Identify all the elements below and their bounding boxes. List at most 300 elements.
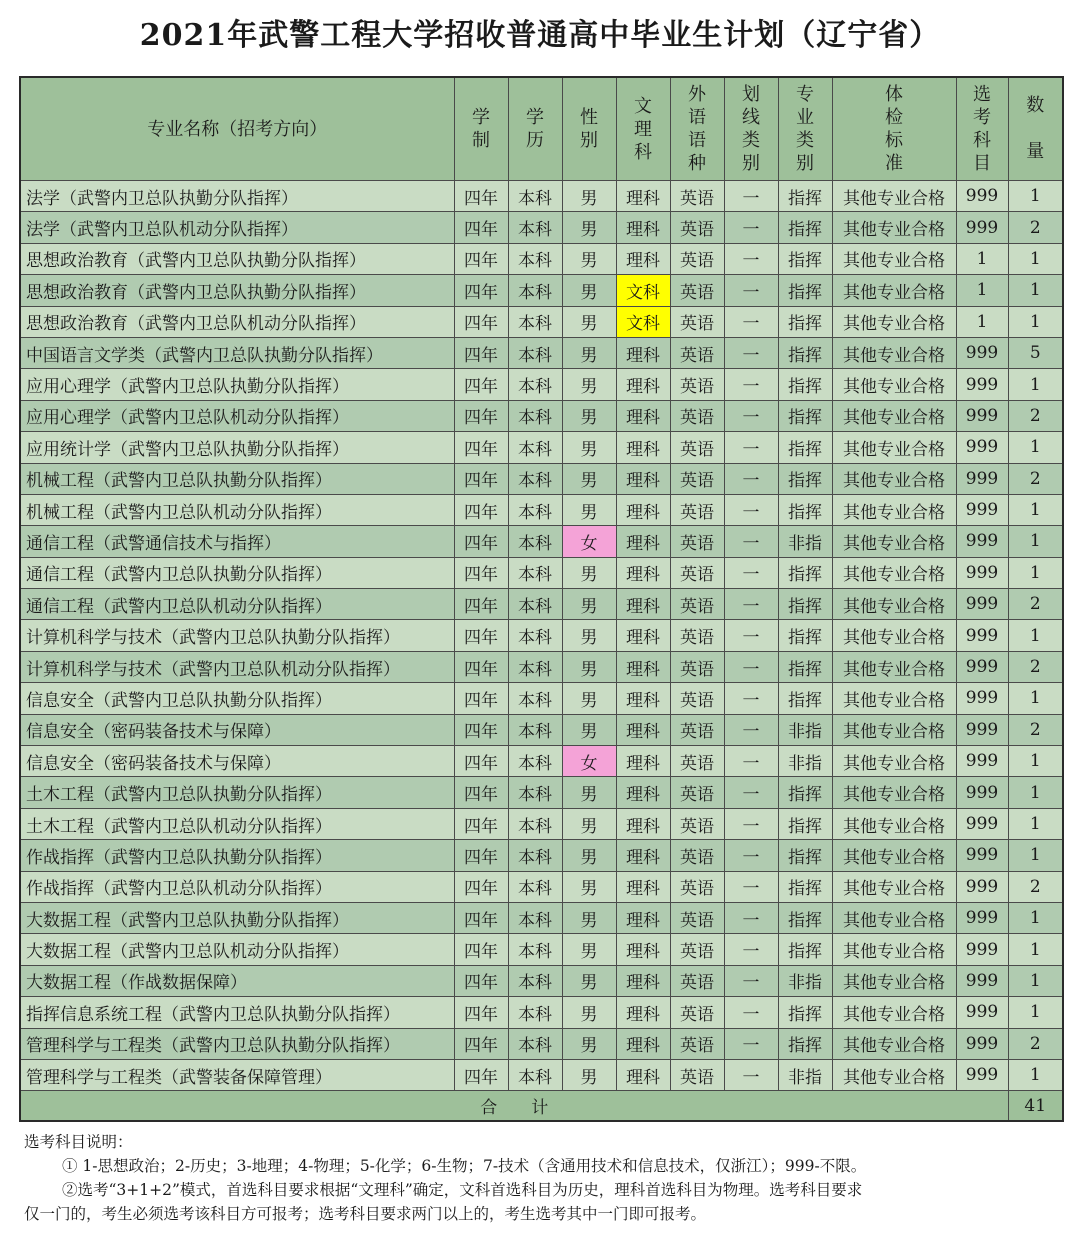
cell-gender: 男 bbox=[562, 181, 616, 212]
cell-duration: 四年 bbox=[454, 808, 508, 839]
table-row bbox=[20, 337, 1063, 368]
cell-cutoff-category: 一 bbox=[724, 306, 778, 337]
cell-quantity: 2 bbox=[1008, 400, 1063, 431]
cell-quantity: 1 bbox=[1008, 902, 1063, 933]
cell-major-name: 中国语言文学类（武警内卫总队执勤分队指挥） bbox=[20, 337, 454, 368]
cell-elective-subjects: 999 bbox=[956, 902, 1008, 933]
cell-gender: 男 bbox=[562, 934, 616, 965]
cell-major-name: 机械工程（武警内卫总队执勤分队指挥） bbox=[20, 463, 454, 494]
cell-quantity: 1 bbox=[1008, 997, 1063, 1028]
cell-physical-standard: 其他专业合格 bbox=[832, 902, 956, 933]
cell-major-category: 指挥 bbox=[778, 651, 832, 682]
cell-cutoff-category: 一 bbox=[724, 181, 778, 212]
cell-duration: 四年 bbox=[454, 965, 508, 996]
cell-elective-subjects: 999 bbox=[956, 369, 1008, 400]
cell-arts-science: 理科 bbox=[616, 1028, 670, 1059]
cell-major-category: 指挥 bbox=[778, 840, 832, 871]
cell-cutoff-category: 一 bbox=[724, 840, 778, 871]
cell-elective-subjects: 999 bbox=[956, 746, 1008, 777]
table-row bbox=[20, 871, 1063, 902]
cell-physical-standard: 其他专业合格 bbox=[832, 934, 956, 965]
notes-heading: 选考科目说明： bbox=[24, 1133, 133, 1151]
total-label: 合 计 bbox=[20, 1091, 1008, 1122]
cell-major-category: 指挥 bbox=[778, 620, 832, 651]
cell-foreign-language: 英语 bbox=[670, 243, 724, 274]
cell-quantity: 1 bbox=[1008, 965, 1063, 996]
cell-elective-subjects: 999 bbox=[956, 620, 1008, 651]
cell-arts-science: 理科 bbox=[616, 871, 670, 902]
table-row bbox=[20, 589, 1063, 620]
cell-degree: 本科 bbox=[508, 651, 562, 682]
cell-foreign-language: 英语 bbox=[670, 651, 724, 682]
cell-duration: 四年 bbox=[454, 840, 508, 871]
cell-cutoff-category: 一 bbox=[724, 589, 778, 620]
cell-cutoff-category: 一 bbox=[724, 212, 778, 243]
cell-quantity: 1 bbox=[1008, 181, 1063, 212]
cell-physical-standard: 其他专业合格 bbox=[832, 840, 956, 871]
cell-quantity: 1 bbox=[1008, 432, 1063, 463]
cell-physical-standard: 其他专业合格 bbox=[832, 181, 956, 212]
cell-elective-subjects: 1 bbox=[956, 243, 1008, 274]
cell-arts-science: 理科 bbox=[616, 337, 670, 368]
cell-major-category: 非指 bbox=[778, 1059, 832, 1090]
cell-major-name: 管理科学与工程类（武警内卫总队执勤分队指挥） bbox=[20, 1028, 454, 1059]
cell-quantity: 1 bbox=[1008, 934, 1063, 965]
cell-elective-subjects: 999 bbox=[956, 494, 1008, 525]
cell-cutoff-category: 一 bbox=[724, 902, 778, 933]
cell-gender: 男 bbox=[562, 275, 616, 306]
cell-quantity: 1 bbox=[1008, 840, 1063, 871]
cell-degree: 本科 bbox=[508, 589, 562, 620]
cell-quantity: 1 bbox=[1008, 243, 1063, 274]
notes-line-3: 仅一门的，考生必须选考该科目方可报考；选考科目要求两门以上的，考生选考其中一门即可报考。 bbox=[24, 1205, 707, 1223]
cell-major-name: 法学（武警内卫总队机动分队指挥） bbox=[20, 212, 454, 243]
cell-elective-subjects: 999 bbox=[956, 683, 1008, 714]
cell-physical-standard: 其他专业合格 bbox=[832, 337, 956, 368]
cell-elective-subjects: 999 bbox=[956, 589, 1008, 620]
cell-physical-standard: 其他专业合格 bbox=[832, 808, 956, 839]
cell-degree: 本科 bbox=[508, 714, 562, 745]
cell-major-category: 指挥 bbox=[778, 683, 832, 714]
cell-arts-science: 理科 bbox=[616, 714, 670, 745]
cell-foreign-language: 英语 bbox=[670, 808, 724, 839]
cell-foreign-language: 英语 bbox=[670, 181, 724, 212]
cell-major-name: 指挥信息系统工程（武警内卫总队执勤分队指挥） bbox=[20, 997, 454, 1028]
cell-major-name: 管理科学与工程类（武警装备保障管理） bbox=[20, 1059, 454, 1090]
cell-cutoff-category: 一 bbox=[724, 400, 778, 431]
cell-physical-standard: 其他专业合格 bbox=[832, 683, 956, 714]
cell-major-name: 思想政治教育（武警内卫总队机动分队指挥） bbox=[20, 306, 454, 337]
cell-gender: 男 bbox=[562, 337, 616, 368]
cell-major-name: 通信工程（武警内卫总队机动分队指挥） bbox=[20, 589, 454, 620]
cell-elective-subjects: 999 bbox=[956, 337, 1008, 368]
cell-degree: 本科 bbox=[508, 494, 562, 525]
cell-quantity: 5 bbox=[1008, 337, 1063, 368]
cell-degree: 本科 bbox=[508, 337, 562, 368]
cell-physical-standard: 其他专业合格 bbox=[832, 589, 956, 620]
cell-quantity: 1 bbox=[1008, 683, 1063, 714]
cell-duration: 四年 bbox=[454, 526, 508, 557]
cell-cutoff-category: 一 bbox=[724, 243, 778, 274]
cell-elective-subjects: 999 bbox=[956, 651, 1008, 682]
cell-arts-science: 理科 bbox=[616, 400, 670, 431]
cell-foreign-language: 英语 bbox=[670, 369, 724, 400]
cell-elective-subjects: 1 bbox=[956, 275, 1008, 306]
cell-foreign-language: 英语 bbox=[670, 620, 724, 651]
cell-duration: 四年 bbox=[454, 1059, 508, 1090]
cell-physical-standard: 其他专业合格 bbox=[832, 212, 956, 243]
cell-quantity: 1 bbox=[1008, 746, 1063, 777]
cell-cutoff-category: 一 bbox=[724, 965, 778, 996]
cell-elective-subjects: 1 bbox=[956, 306, 1008, 337]
cell-foreign-language: 英语 bbox=[670, 746, 724, 777]
cell-duration: 四年 bbox=[454, 620, 508, 651]
cell-duration: 四年 bbox=[454, 432, 508, 463]
cell-foreign-language: 英语 bbox=[670, 1028, 724, 1059]
table-row bbox=[20, 432, 1063, 463]
cell-degree: 本科 bbox=[508, 683, 562, 714]
cell-cutoff-category: 一 bbox=[724, 557, 778, 588]
table-row bbox=[20, 997, 1063, 1028]
cell-foreign-language: 英语 bbox=[670, 934, 724, 965]
cell-duration: 四年 bbox=[454, 337, 508, 368]
table-header-row bbox=[20, 77, 1063, 181]
table-row bbox=[20, 494, 1063, 525]
cell-elective-subjects: 999 bbox=[956, 557, 1008, 588]
cell-elective-subjects: 999 bbox=[956, 840, 1008, 871]
cell-major-category: 指挥 bbox=[778, 243, 832, 274]
cell-degree: 本科 bbox=[508, 620, 562, 651]
cell-arts-science: 理科 bbox=[616, 557, 670, 588]
table-row bbox=[20, 934, 1063, 965]
cell-gender: 男 bbox=[562, 965, 616, 996]
cell-quantity: 2 bbox=[1008, 589, 1063, 620]
cell-major-category: 非指 bbox=[778, 965, 832, 996]
cell-degree: 本科 bbox=[508, 432, 562, 463]
cell-arts-science: 理科 bbox=[616, 840, 670, 871]
table-row bbox=[20, 306, 1063, 337]
cell-elective-subjects: 999 bbox=[956, 1059, 1008, 1090]
cell-duration: 四年 bbox=[454, 683, 508, 714]
cell-gender: 女 bbox=[562, 526, 616, 557]
cell-gender: 男 bbox=[562, 902, 616, 933]
cell-physical-standard: 其他专业合格 bbox=[832, 275, 956, 306]
cell-arts-science: 理科 bbox=[616, 181, 670, 212]
cell-arts-science: 理科 bbox=[616, 463, 670, 494]
cell-degree: 本科 bbox=[508, 777, 562, 808]
notes-section bbox=[24, 1130, 1064, 1226]
cell-major-category: 指挥 bbox=[778, 494, 832, 525]
cell-physical-standard: 其他专业合格 bbox=[832, 463, 956, 494]
cell-major-category: 指挥 bbox=[778, 463, 832, 494]
cell-foreign-language: 英语 bbox=[670, 526, 724, 557]
cell-arts-science: 理科 bbox=[616, 934, 670, 965]
cell-elective-subjects: 999 bbox=[956, 714, 1008, 745]
cell-physical-standard: 其他专业合格 bbox=[832, 432, 956, 463]
cell-foreign-language: 英语 bbox=[670, 494, 724, 525]
cell-degree: 本科 bbox=[508, 965, 562, 996]
cell-quantity: 1 bbox=[1008, 494, 1063, 525]
cell-gender: 男 bbox=[562, 306, 616, 337]
cell-quantity: 1 bbox=[1008, 777, 1063, 808]
cell-elective-subjects: 999 bbox=[956, 1028, 1008, 1059]
cell-gender: 男 bbox=[562, 840, 616, 871]
cell-duration: 四年 bbox=[454, 463, 508, 494]
cell-foreign-language: 英语 bbox=[670, 871, 724, 902]
cell-major-name: 计算机科学与技术（武警内卫总队机动分队指挥） bbox=[20, 651, 454, 682]
cell-elective-subjects: 999 bbox=[956, 997, 1008, 1028]
cell-major-category: 指挥 bbox=[778, 181, 832, 212]
cell-quantity: 1 bbox=[1008, 1059, 1063, 1090]
cell-elective-subjects: 999 bbox=[956, 934, 1008, 965]
cell-quantity: 2 bbox=[1008, 463, 1063, 494]
cell-elective-subjects: 999 bbox=[956, 777, 1008, 808]
cell-duration: 四年 bbox=[454, 777, 508, 808]
cell-major-category: 指挥 bbox=[778, 369, 832, 400]
table-row bbox=[20, 777, 1063, 808]
cell-degree: 本科 bbox=[508, 1059, 562, 1090]
cell-major-name: 计算机科学与技术（武警内卫总队执勤分队指挥） bbox=[20, 620, 454, 651]
cell-gender: 男 bbox=[562, 369, 616, 400]
cell-arts-science: 理科 bbox=[616, 683, 670, 714]
header-foreign-language: 外语语种 bbox=[670, 77, 724, 181]
cell-elective-subjects: 999 bbox=[956, 808, 1008, 839]
cell-major-category: 指挥 bbox=[778, 557, 832, 588]
table-row bbox=[20, 369, 1063, 400]
cell-elective-subjects: 999 bbox=[956, 526, 1008, 557]
cell-gender: 女 bbox=[562, 746, 616, 777]
table-row bbox=[20, 808, 1063, 839]
cell-degree: 本科 bbox=[508, 243, 562, 274]
cell-cutoff-category: 一 bbox=[724, 746, 778, 777]
cell-duration: 四年 bbox=[454, 589, 508, 620]
cell-degree: 本科 bbox=[508, 181, 562, 212]
cell-cutoff-category: 一 bbox=[724, 463, 778, 494]
cell-major-category: 指挥 bbox=[778, 1028, 832, 1059]
header-major-name: 专业名称（招考方向） bbox=[20, 77, 454, 181]
cell-arts-science: 理科 bbox=[616, 369, 670, 400]
cell-duration: 四年 bbox=[454, 181, 508, 212]
cell-cutoff-category: 一 bbox=[724, 651, 778, 682]
table-row bbox=[20, 557, 1063, 588]
cell-cutoff-category: 一 bbox=[724, 997, 778, 1028]
cell-degree: 本科 bbox=[508, 275, 562, 306]
cell-cutoff-category: 一 bbox=[724, 337, 778, 368]
cell-quantity: 1 bbox=[1008, 369, 1063, 400]
cell-degree: 本科 bbox=[508, 871, 562, 902]
cell-physical-standard: 其他专业合格 bbox=[832, 243, 956, 274]
cell-major-name: 土木工程（武警内卫总队执勤分队指挥） bbox=[20, 777, 454, 808]
cell-major-name: 通信工程（武警内卫总队执勤分队指挥） bbox=[20, 557, 454, 588]
cell-duration: 四年 bbox=[454, 275, 508, 306]
cell-degree: 本科 bbox=[508, 557, 562, 588]
table-row bbox=[20, 1059, 1063, 1090]
cell-major-name: 信息安全（密码装备技术与保障） bbox=[20, 714, 454, 745]
cell-arts-science: 理科 bbox=[616, 651, 670, 682]
cell-quantity: 2 bbox=[1008, 714, 1063, 745]
cell-major-category: 指挥 bbox=[778, 871, 832, 902]
table-row bbox=[20, 463, 1063, 494]
cell-cutoff-category: 一 bbox=[724, 526, 778, 557]
cell-quantity: 1 bbox=[1008, 526, 1063, 557]
table-row bbox=[20, 620, 1063, 651]
cell-gender: 男 bbox=[562, 808, 616, 839]
enrollment-plan-table bbox=[19, 76, 1064, 1122]
table-row bbox=[20, 181, 1063, 212]
cell-cutoff-category: 一 bbox=[724, 620, 778, 651]
table-row bbox=[20, 526, 1063, 557]
cell-foreign-language: 英语 bbox=[670, 589, 724, 620]
cell-cutoff-category: 一 bbox=[724, 1059, 778, 1090]
cell-degree: 本科 bbox=[508, 1028, 562, 1059]
cell-arts-science: 理科 bbox=[616, 432, 670, 463]
cell-arts-science: 理科 bbox=[616, 997, 670, 1028]
cell-cutoff-category: 一 bbox=[724, 714, 778, 745]
cell-physical-standard: 其他专业合格 bbox=[832, 965, 956, 996]
cell-major-category: 指挥 bbox=[778, 997, 832, 1028]
cell-duration: 四年 bbox=[454, 746, 508, 777]
cell-major-name: 法学（武警内卫总队执勤分队指挥） bbox=[20, 181, 454, 212]
cell-duration: 四年 bbox=[454, 243, 508, 274]
cell-cutoff-category: 一 bbox=[724, 808, 778, 839]
cell-cutoff-category: 一 bbox=[724, 369, 778, 400]
cell-physical-standard: 其他专业合格 bbox=[832, 1059, 956, 1090]
cell-quantity: 1 bbox=[1008, 306, 1063, 337]
cell-arts-science: 理科 bbox=[616, 526, 670, 557]
cell-duration: 四年 bbox=[454, 714, 508, 745]
cell-gender: 男 bbox=[562, 714, 616, 745]
cell-elective-subjects: 999 bbox=[956, 965, 1008, 996]
cell-major-name: 大数据工程（武警内卫总队执勤分队指挥） bbox=[20, 902, 454, 933]
cell-foreign-language: 英语 bbox=[670, 902, 724, 933]
table-row bbox=[20, 400, 1063, 431]
cell-foreign-language: 英语 bbox=[670, 840, 724, 871]
cell-major-category: 指挥 bbox=[778, 777, 832, 808]
cell-quantity: 1 bbox=[1008, 808, 1063, 839]
cell-foreign-language: 英语 bbox=[670, 400, 724, 431]
cell-physical-standard: 其他专业合格 bbox=[832, 714, 956, 745]
cell-foreign-language: 英语 bbox=[670, 337, 724, 368]
cell-major-category: 指挥 bbox=[778, 306, 832, 337]
cell-foreign-language: 英语 bbox=[670, 463, 724, 494]
cell-major-name: 通信工程（武警通信技术与指挥） bbox=[20, 526, 454, 557]
cell-foreign-language: 英语 bbox=[670, 777, 724, 808]
cell-gender: 男 bbox=[562, 589, 616, 620]
cell-major-name: 大数据工程（作战数据保障） bbox=[20, 965, 454, 996]
table-row bbox=[20, 746, 1063, 777]
cell-elective-subjects: 999 bbox=[956, 181, 1008, 212]
cell-major-category: 指挥 bbox=[778, 212, 832, 243]
cell-quantity: 2 bbox=[1008, 651, 1063, 682]
cell-major-name: 应用心理学（武警内卫总队机动分队指挥） bbox=[20, 400, 454, 431]
cell-degree: 本科 bbox=[508, 306, 562, 337]
table-row bbox=[20, 683, 1063, 714]
cell-gender: 男 bbox=[562, 620, 616, 651]
cell-physical-standard: 其他专业合格 bbox=[832, 651, 956, 682]
cell-duration: 四年 bbox=[454, 494, 508, 525]
cell-major-category: 非指 bbox=[778, 526, 832, 557]
cell-major-name: 应用心理学（武警内卫总队执勤分队指挥） bbox=[20, 369, 454, 400]
cell-major-name: 作战指挥（武警内卫总队执勤分队指挥） bbox=[20, 840, 454, 871]
cell-elective-subjects: 999 bbox=[956, 400, 1008, 431]
cell-major-name: 思想政治教育（武警内卫总队执勤分队指挥） bbox=[20, 243, 454, 274]
cell-gender: 男 bbox=[562, 1059, 616, 1090]
cell-gender: 男 bbox=[562, 683, 616, 714]
table-row bbox=[20, 714, 1063, 745]
table-row bbox=[20, 840, 1063, 871]
cell-duration: 四年 bbox=[454, 902, 508, 933]
table-row bbox=[20, 212, 1063, 243]
cell-major-category: 非指 bbox=[778, 746, 832, 777]
cell-degree: 本科 bbox=[508, 997, 562, 1028]
page-title: 2021年武警工程大学招收普通高中毕业生计划（辽宁省） bbox=[139, 18, 941, 53]
cell-duration: 四年 bbox=[454, 400, 508, 431]
total-value: 41 bbox=[1008, 1091, 1063, 1122]
table-row bbox=[20, 275, 1063, 306]
cell-foreign-language: 英语 bbox=[670, 432, 724, 463]
cell-major-name: 应用统计学（武警内卫总队执勤分队指挥） bbox=[20, 432, 454, 463]
table-row bbox=[20, 902, 1063, 933]
header-cutoff-category: 划线类别 bbox=[724, 77, 778, 181]
header-duration: 学制 bbox=[454, 77, 508, 181]
header-degree: 学历 bbox=[508, 77, 562, 181]
cell-duration: 四年 bbox=[454, 369, 508, 400]
cell-duration: 四年 bbox=[454, 934, 508, 965]
header-elective-subjects: 选考科目 bbox=[956, 77, 1008, 181]
cell-major-name: 作战指挥（武警内卫总队机动分队指挥） bbox=[20, 871, 454, 902]
cell-arts-science: 理科 bbox=[616, 589, 670, 620]
cell-major-name: 信息安全（密码装备技术与保障） bbox=[20, 746, 454, 777]
cell-quantity: 2 bbox=[1008, 871, 1063, 902]
cell-major-category: 指挥 bbox=[778, 902, 832, 933]
cell-cutoff-category: 一 bbox=[724, 683, 778, 714]
cell-elective-subjects: 999 bbox=[956, 871, 1008, 902]
cell-physical-standard: 其他专业合格 bbox=[832, 777, 956, 808]
cell-physical-standard: 其他专业合格 bbox=[832, 306, 956, 337]
cell-physical-standard: 其他专业合格 bbox=[832, 494, 956, 525]
cell-quantity: 2 bbox=[1008, 1028, 1063, 1059]
cell-foreign-language: 英语 bbox=[670, 1059, 724, 1090]
cell-arts-science: 文科 bbox=[616, 275, 670, 306]
cell-physical-standard: 其他专业合格 bbox=[832, 557, 956, 588]
cell-major-category: 指挥 bbox=[778, 337, 832, 368]
header-physical-standard: 体检标准 bbox=[832, 77, 956, 181]
cell-major-category: 指挥 bbox=[778, 275, 832, 306]
cell-cutoff-category: 一 bbox=[724, 934, 778, 965]
cell-major-category: 指挥 bbox=[778, 808, 832, 839]
cell-duration: 四年 bbox=[454, 997, 508, 1028]
cell-quantity: 2 bbox=[1008, 212, 1063, 243]
cell-arts-science: 理科 bbox=[616, 243, 670, 274]
cell-major-category: 指挥 bbox=[778, 432, 832, 463]
notes-line-2: ②选考“3+1+2”模式，首选科目要求根据“文理科”确定，文科首选科目为历史，理科首选科目为物理。选考科目要求 bbox=[62, 1181, 863, 1199]
cell-duration: 四年 bbox=[454, 212, 508, 243]
cell-major-category: 指挥 bbox=[778, 934, 832, 965]
cell-physical-standard: 其他专业合格 bbox=[832, 871, 956, 902]
cell-arts-science: 理科 bbox=[616, 212, 670, 243]
cell-elective-subjects: 999 bbox=[956, 432, 1008, 463]
cell-degree: 本科 bbox=[508, 746, 562, 777]
cell-arts-science: 理科 bbox=[616, 808, 670, 839]
notes-line-1: ① 1-思想政治；2-历史；3-地理；4-物理；5-化学；6-生物；7-技术（含通用技术和信息技术，仅浙江）；999-不限。 bbox=[62, 1157, 867, 1175]
cell-major-category: 指挥 bbox=[778, 400, 832, 431]
cell-physical-standard: 其他专业合格 bbox=[832, 746, 956, 777]
cell-cutoff-category: 一 bbox=[724, 275, 778, 306]
cell-major-name: 土木工程（武警内卫总队机动分队指挥） bbox=[20, 808, 454, 839]
cell-gender: 男 bbox=[562, 777, 616, 808]
cell-duration: 四年 bbox=[454, 557, 508, 588]
cell-foreign-language: 英语 bbox=[670, 714, 724, 745]
